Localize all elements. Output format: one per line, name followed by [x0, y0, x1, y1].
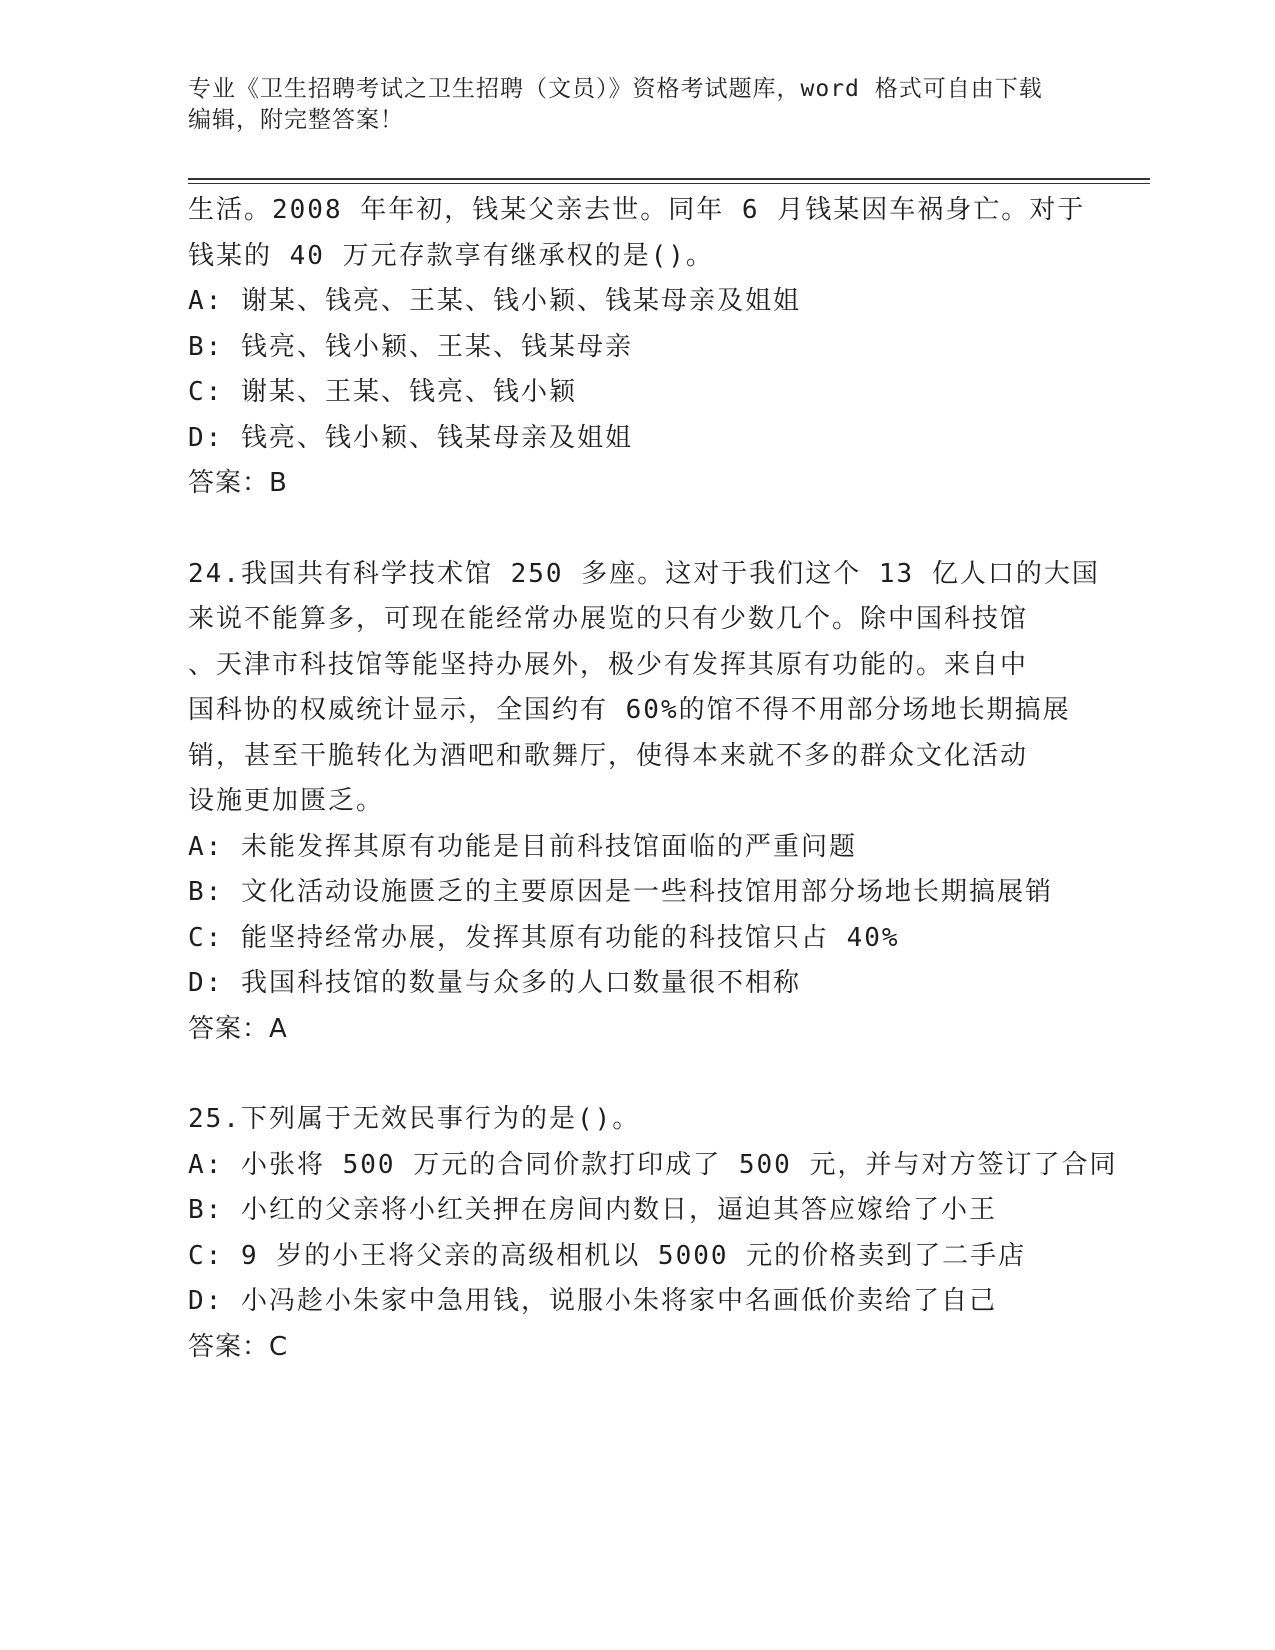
question-text-line: 24.我国共有科学技术馆 250 多座。这对于我们这个 13 亿人口的大国 [188, 558, 1100, 589]
question-text-line: 国科协的权威统计显示，全国约有 60%的馆不得不用部分场地长期搞展 [188, 695, 1071, 725]
question-text-line: 、天津市科技馆等能坚持办展外，极少有发挥其原有功能的。来自中 [188, 649, 1029, 680]
question-text-line: 25.下列属于无效民事行为的是()。 [188, 1104, 641, 1134]
question-24 [188, 552, 1100, 1053]
option-d: D: 我国科技馆的数量与众多的人口数量很不相称 [188, 968, 801, 998]
header-divider-thin [188, 183, 1150, 184]
spacer [188, 507, 1088, 552]
answer-line: 答案：C [188, 1331, 289, 1362]
option-c: C: 谢某、王某、钱亮、钱小颖 [188, 377, 577, 407]
header-divider [188, 178, 1150, 180]
question-text-line: 销，甚至干脆转化为酒吧和歌舞厅，使得本来就不多的群众文化活动 [188, 740, 1029, 771]
document-header [188, 74, 1068, 136]
answer-line: 答案：B [188, 468, 288, 498]
option-a: A: 小张将 500 万元的合同价款打印成了 500 元，并与对方签订了合同 [188, 1149, 1118, 1180]
option-b: B: 小红的父亲将小红关押在房间内数日，逼迫其答应嫁给了小王 [188, 1195, 997, 1225]
option-c: C: 9 岁的小王将父亲的高级相机以 5000 元的价格卖到了二手店 [188, 1240, 1027, 1271]
option-d: D: 钱亮、钱小颖、钱某母亲及姐姐 [188, 422, 633, 453]
spacer [188, 1052, 1088, 1097]
option-a: A: 未能发挥其原有功能是目前科技馆面临的严重问题 [188, 831, 857, 862]
option-a: A: 谢某、钱亮、王某、钱小颖、钱某母亲及姐姐 [188, 286, 801, 316]
option-d: D: 小冯趁小朱家中急用钱，说服小朱将家中名画低价卖给了自己 [188, 1286, 997, 1316]
question-text-line: 生活。2008 年年初，钱某父亲去世。同年 6 月钱某因车祸身亡。对于 [188, 195, 1086, 225]
header-line-2: 编辑，附完整答案！ [188, 107, 404, 133]
question-25 [188, 1097, 1118, 1370]
answer-line: 答案：A [188, 1013, 288, 1044]
question-text-line: 钱某的 40 万元存款享有继承权的是()。 [188, 240, 714, 271]
option-c: C: 能坚持经常办展，发挥其原有功能的科技馆只占 40% [188, 922, 900, 953]
header-line-1: 专业《卫生招聘考试之卫生招聘（文员）》资格考试题库，word 格式可自由下载 [188, 76, 1043, 102]
question-text-line: 设施更加匮乏。 [188, 786, 385, 816]
document-body [188, 188, 1118, 1370]
option-b: B: 钱亮、钱小颖、王某、钱某母亲 [188, 331, 633, 362]
question-text-line: 来说不能算多，可现在能经常办展览的只有少数几个。除中国科技馆 [188, 604, 1029, 634]
option-b: B: 文化活动设施匮乏的主要原因是一些科技馆用部分场地长期搞展销 [188, 877, 1053, 907]
question-23 [188, 188, 1088, 507]
